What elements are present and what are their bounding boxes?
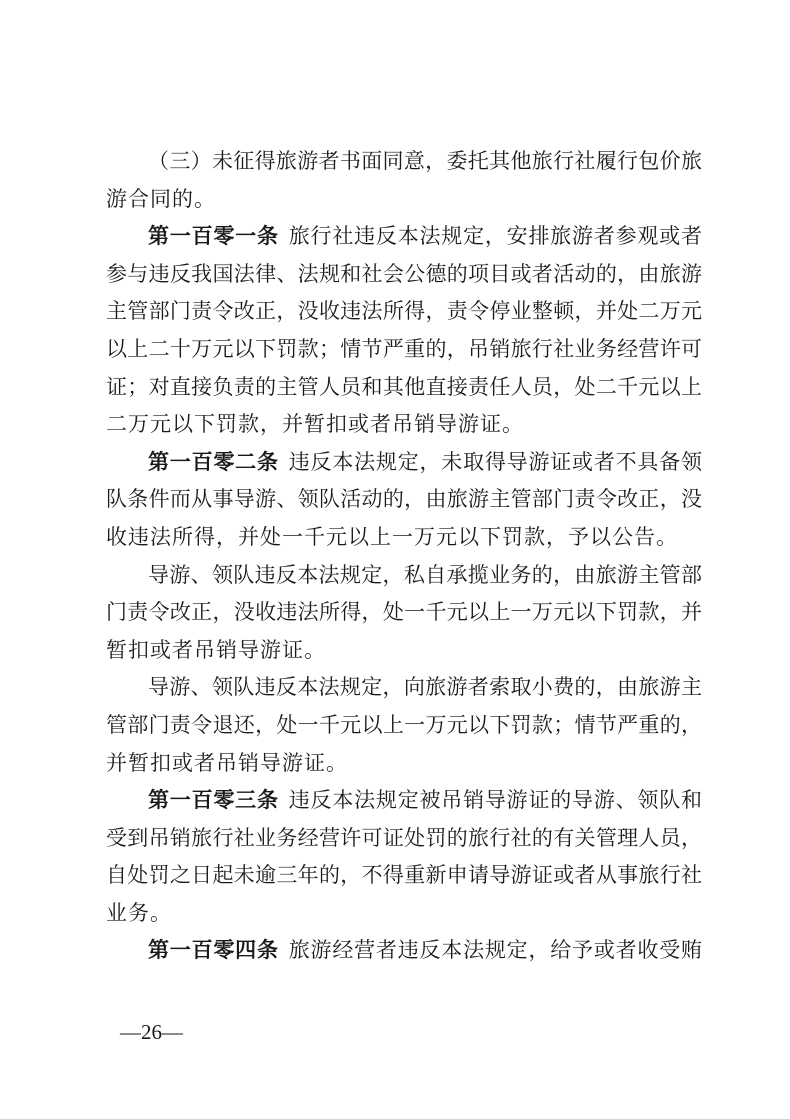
text-line — [106, 256, 702, 294]
line-text: 导游、领队违反本法规定，私自承揽业务的，由旅游主管部 — [148, 562, 702, 587]
text-line — [106, 669, 702, 707]
article-heading: 第一百零三条 — [148, 788, 279, 813]
article-paragraph — [106, 782, 702, 932]
text-line — [106, 932, 702, 970]
text-line — [106, 444, 702, 482]
line-text: 收违法所得，并处一千元以上一万元以下罚款，予以公告。 — [106, 524, 678, 549]
line-text: 暂扣或者吊销导游证。 — [106, 637, 326, 662]
line-text: 主管部门责令改正，没收违法所得，责令停业整顿，并处二万元 — [106, 299, 702, 324]
text-line — [106, 181, 702, 219]
article-heading: 第一百零四条 — [148, 938, 279, 963]
text-line — [106, 745, 702, 783]
text-line — [106, 481, 702, 519]
line-text: 游合同的。 — [106, 186, 216, 211]
text-line — [106, 143, 702, 181]
paragraph — [106, 143, 702, 218]
text-line — [106, 820, 702, 858]
text-line — [106, 782, 702, 820]
article-paragraph — [106, 218, 702, 444]
line-text: 二万元以下罚款，并暂扣或者吊销导游证。 — [106, 412, 524, 437]
text-line — [106, 369, 702, 407]
line-text: 导游、领队违反本法规定，向旅游者索取小费的，由旅游主 — [148, 675, 702, 700]
article-paragraph — [106, 444, 702, 557]
line-text: （三）未征得旅游者书面同意，委托其他旅行社履行包价旅 — [148, 149, 702, 173]
line-text: 队条件而从事导游、领队活动的，由旅游主管部门责令改正，没 — [106, 487, 702, 512]
text-line — [106, 632, 702, 670]
line-text: 违反本法规定被吊销导游证的导游、领队和 — [288, 788, 702, 813]
line-text: 并暂扣或者吊销导游证。 — [106, 750, 348, 775]
text-line — [106, 557, 702, 595]
line-text: 旅游经营者违反本法规定，给予或者收受贿 — [288, 938, 702, 963]
line-text: 受到吊销旅行社业务经营许可证处罚的旅行社的有关管理人员， — [106, 825, 702, 850]
text-line — [106, 895, 702, 933]
text-line — [106, 594, 702, 632]
text-line — [106, 406, 702, 444]
line-text: 自处罚之日起未逾三年的，不得重新申请导游证或者从事旅行社 — [106, 863, 702, 888]
line-text: 管部门责令退还，处一千元以上一万元以下罚款；情节严重的， — [106, 712, 702, 737]
line-text: 业务。 — [106, 900, 172, 925]
article-paragraph — [106, 932, 702, 970]
text-line — [106, 707, 702, 745]
line-text: 门责令改正，没收违法所得，处一千元以上一万元以下罚款，并 — [106, 600, 702, 625]
line-text: 参与违反我国法律、法规和社会公德的项目或者活动的，由旅游 — [106, 261, 702, 286]
line-text: 违反本法规定，未取得导游证或者不具备领 — [288, 449, 702, 474]
article-heading: 第一百零一条 — [148, 224, 279, 249]
line-text: 以上二十万元以下罚款；情节严重的，吊销旅行社业务经营许可 — [106, 336, 702, 361]
document-body — [106, 143, 702, 970]
text-line — [106, 293, 702, 331]
paragraph — [106, 669, 702, 782]
paragraph — [106, 557, 702, 670]
text-line — [106, 519, 702, 557]
article-heading: 第一百零二条 — [148, 449, 279, 474]
text-line — [106, 331, 702, 369]
text-line — [106, 857, 702, 895]
line-text: 证；对直接负责的主管人员和其他直接责任人员，处二千元以上 — [106, 374, 702, 399]
text-line — [106, 218, 702, 256]
line-text: 旅行社违反本法规定，安排旅游者参观或者 — [288, 224, 702, 249]
page-number: —26— — [120, 1020, 183, 1044]
